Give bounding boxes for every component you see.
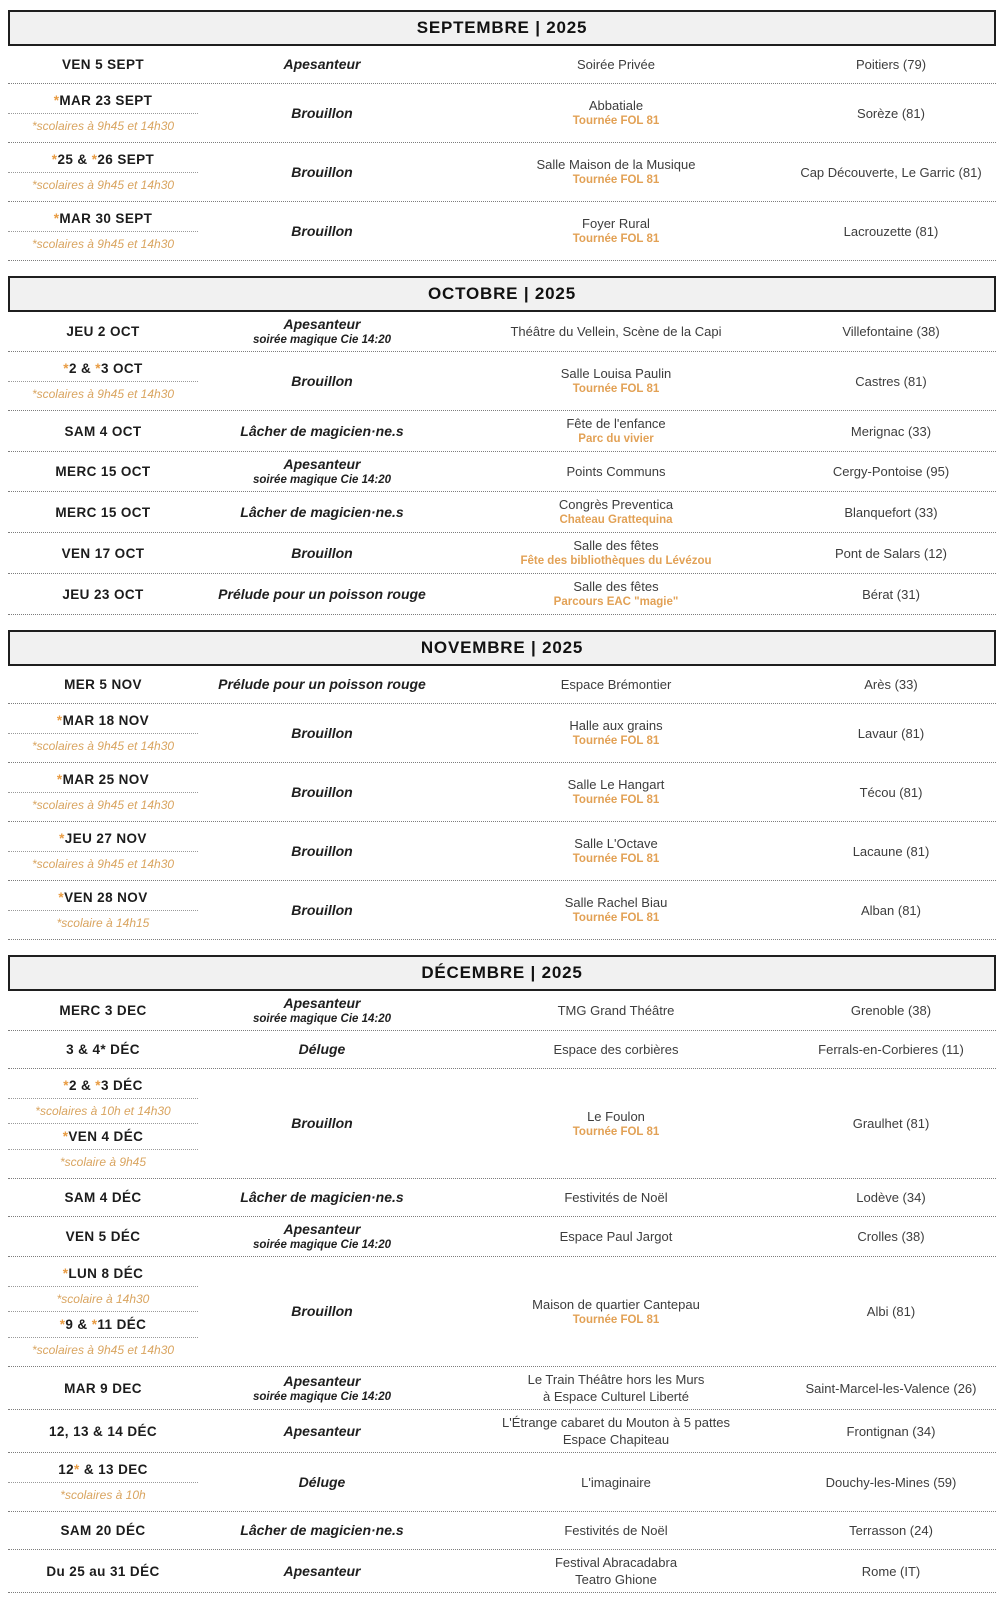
- date-schedule-note: *scolaire à 14h15: [8, 910, 198, 935]
- show-cell: [198, 504, 446, 521]
- date-cell: [8, 708, 198, 758]
- schedule-row: [8, 533, 996, 574]
- schedule-section: [8, 10, 996, 261]
- schedule-row: [8, 822, 996, 881]
- show-title: Apesanteur: [283, 1221, 361, 1237]
- schedule-row: [8, 492, 996, 533]
- venue-name: Halle aux grains: [569, 718, 663, 733]
- venue-name: Festivités de Noël: [564, 1190, 668, 1205]
- show-title: Apesanteur: [283, 1422, 361, 1439]
- venue-cell: [446, 1189, 786, 1206]
- venue-event-detail: Tournée FOL 81: [572, 383, 660, 395]
- asterisk-marker: *: [100, 1042, 107, 1057]
- show-cell: [198, 223, 446, 240]
- date-cell: [8, 459, 198, 484]
- date-cell: [8, 419, 198, 444]
- venue-event-detail: Tournée FOL 81: [572, 735, 660, 747]
- date-schedule-note: *scolaires à 9h45 et 14h30: [8, 733, 198, 758]
- date-label: *MAR 18 NOV: [56, 713, 150, 728]
- schedule-row: [8, 1179, 996, 1217]
- date-cell: [8, 998, 198, 1023]
- venue-name: Festivités de Noël: [564, 1523, 668, 1538]
- venue-name: Salle des fêtes: [573, 579, 659, 594]
- section-header-title: SEPTEMBRE | 2025: [416, 18, 588, 37]
- date-label: VEN 17 OCT: [61, 545, 145, 561]
- city-label: Pont de Salars (12): [834, 545, 947, 561]
- show-cell: [198, 1303, 446, 1320]
- date-label: VEN 5 SEPT: [61, 57, 145, 72]
- asterisk-marker: *: [59, 1317, 66, 1332]
- asterisk-marker: *: [91, 152, 98, 167]
- schedule-section: [8, 276, 996, 615]
- date-label: *9 & *11 DÉC: [8, 1311, 198, 1337]
- venue-name: Abbatiale: [588, 98, 644, 113]
- schedule-row: [8, 202, 996, 261]
- date-label: SAM 4 DÉC: [64, 1190, 142, 1205]
- date-cell: [8, 826, 198, 876]
- venue-cell: [446, 415, 786, 447]
- show-title: Brouillon: [291, 222, 353, 239]
- date-schedule-note: *scolaires à 9h45 et 14h30: [8, 851, 198, 876]
- date-label: 3 & 4* DÉC: [66, 1042, 140, 1057]
- date-cell: [8, 319, 198, 344]
- venue-name: Festival Abracadabra: [554, 1555, 678, 1570]
- show-cell: [198, 1474, 446, 1491]
- show-title: Apesanteur: [283, 456, 361, 472]
- date-label: MER 5 NOV: [64, 677, 142, 692]
- venue-cell: [446, 1414, 786, 1448]
- show-cell: [198, 676, 446, 693]
- date-label: *JEU 27 NOV: [59, 831, 147, 846]
- schedule-row: [8, 1550, 996, 1593]
- venue-cell: [446, 156, 786, 188]
- date-label: *VEN 4 DÉC: [8, 1123, 198, 1149]
- venue-cell: [446, 97, 786, 129]
- date-cell: [8, 1518, 198, 1543]
- venue-event-detail: Tournée FOL 81: [572, 115, 660, 127]
- asterisk-marker: *: [58, 890, 65, 905]
- venue-event-detail: Parcours EAC "magie": [553, 596, 679, 608]
- show-title: Apesanteur: [283, 316, 361, 332]
- section-rows: [8, 666, 996, 940]
- venue-name: Salle des fêtes: [573, 538, 659, 553]
- venue-name: Points Communs: [566, 464, 666, 479]
- schedule-row: [8, 1217, 996, 1257]
- venue-cell: [446, 1522, 786, 1539]
- date-schedule-note: *scolaires à 9h45 et 14h30: [8, 113, 198, 138]
- schedule-row: [8, 704, 996, 763]
- date-schedule-note: *scolaire à 9h45: [8, 1149, 198, 1174]
- section-header: [8, 955, 996, 991]
- section-header: [8, 10, 996, 46]
- schedule-row: [8, 352, 996, 411]
- venue-name: Teatro Ghione: [575, 1572, 657, 1587]
- city-label: Albi (81): [866, 1304, 916, 1319]
- date-label: *MAR 30 SEPT: [53, 211, 153, 226]
- asterisk-marker: *: [62, 1266, 69, 1281]
- show-cell: [198, 586, 446, 603]
- show-cell: [198, 995, 446, 1026]
- venue-name: Salle Rachel Biau: [564, 895, 668, 910]
- venue-event-detail: Parc du vivier: [578, 433, 654, 445]
- date-cell: [8, 582, 198, 607]
- schedule-row: [8, 666, 996, 704]
- schedule-row: [8, 84, 996, 143]
- venue-cell: [446, 463, 786, 480]
- show-title: Brouillon: [291, 724, 353, 741]
- venue-name: Espace Chapiteau: [562, 1432, 670, 1447]
- date-cell: [8, 1376, 198, 1401]
- city-label: Lacaune (81): [852, 843, 930, 859]
- venue-name: Congrès Preventica: [558, 497, 674, 512]
- venue-event-detail: Tournée FOL 81: [572, 233, 660, 245]
- schedule-row: [8, 574, 996, 615]
- venue-cell: [446, 215, 786, 247]
- show-title: Brouillon: [291, 1303, 353, 1319]
- city-label: Bérat (31): [862, 586, 920, 602]
- venue-cell: [446, 776, 786, 808]
- show-cell: [198, 1221, 446, 1252]
- city-label: Merignac (33): [850, 423, 932, 439]
- city-label: Castres (81): [855, 373, 927, 389]
- show-cell: [198, 545, 446, 562]
- city-label: Lodève (34): [856, 1190, 926, 1205]
- show-cell: [198, 1373, 446, 1404]
- date-label: MERC 15 OCT: [55, 504, 151, 520]
- venue-event-detail: Tournée FOL 81: [572, 794, 660, 806]
- show-cell: [198, 784, 446, 801]
- date-label: MERC 15 OCT: [55, 464, 151, 479]
- show-title: Lâcher de magicien·ne.s: [240, 422, 404, 439]
- asterisk-marker: *: [63, 361, 69, 376]
- schedule-row: [8, 312, 996, 352]
- section-header-title: DÉCEMBRE | 2025: [421, 963, 583, 982]
- show-cell: [198, 164, 446, 181]
- venue-name: L'imaginaire: [581, 1474, 651, 1490]
- show-title: Brouillon: [291, 104, 353, 121]
- schedule-page: [8, 10, 996, 1593]
- asterisk-marker: *: [51, 152, 58, 167]
- city-label: Blanquefort (33): [844, 504, 938, 520]
- venue-name: Soirée Privée: [576, 57, 656, 72]
- venue-name: Salle L'Octave: [574, 836, 658, 851]
- venue-name: à Espace Culturel Liberté: [543, 1389, 689, 1404]
- show-cell: [198, 1522, 446, 1539]
- schedule-row: [8, 46, 996, 84]
- show-title: Déluge: [298, 1041, 346, 1057]
- venue-event-detail: Fête des bibliothèques du Lévézou: [520, 555, 712, 567]
- city-label: Lacrouzette (81): [843, 223, 939, 239]
- city-label: Graulhet (81): [852, 1116, 930, 1131]
- show-title: Prélude pour un poisson rouge: [218, 585, 426, 602]
- date-cell: [8, 1224, 198, 1249]
- date-schedule-note: *scolaires à 10h: [8, 1482, 198, 1507]
- venue-name: Le Train Théâtre hors les Murs: [527, 1372, 705, 1387]
- show-title: Brouillon: [291, 783, 353, 800]
- show-title: Brouillon: [291, 1115, 353, 1131]
- city-label: Terrasson (24): [849, 1523, 933, 1538]
- show-title: Déluge: [298, 1473, 346, 1490]
- show-title: Brouillon: [291, 544, 353, 561]
- venue-event-detail: Tournée FOL 81: [572, 1125, 660, 1138]
- show-subtitle: soirée magique Cie 14:20: [252, 1013, 392, 1025]
- date-schedule-note: *scolaires à 9h45 et 14h30: [8, 381, 198, 406]
- venue-cell: [446, 835, 786, 867]
- city-label: Poitiers (79): [855, 57, 927, 72]
- show-subtitle: soirée magique Cie 14:20: [252, 1239, 392, 1251]
- show-cell: [198, 843, 446, 860]
- asterisk-marker: *: [59, 831, 65, 846]
- section-rows: [8, 991, 996, 1593]
- asterisk-marker: *: [62, 1129, 69, 1144]
- date-schedule-note: *scolaire à 14h30: [8, 1286, 198, 1311]
- show-cell: [198, 373, 446, 390]
- date-cell: [8, 767, 198, 817]
- date-label: SAM 4 OCT: [64, 423, 142, 439]
- schedule-section: [8, 955, 996, 1593]
- schedule-row: [8, 1257, 996, 1367]
- city-label: Crolles (38): [857, 1229, 925, 1244]
- date-cell: [8, 147, 198, 197]
- date-label: 12* & 13 DEC: [58, 1462, 148, 1477]
- date-cell: [8, 1419, 198, 1444]
- asterisk-marker: *: [74, 1462, 80, 1477]
- date-label: *LUN 8 DÉC: [62, 1266, 144, 1281]
- date-cell: [8, 500, 198, 525]
- date-label: MAR 9 DEC: [64, 1380, 142, 1396]
- date-label: SAM 20 DÉC: [60, 1523, 146, 1538]
- date-schedule-note: *scolaires à 9h45 et 14h30: [8, 792, 198, 817]
- section-header-title: OCTOBRE | 2025: [428, 284, 576, 303]
- show-cell: [198, 1563, 446, 1580]
- schedule-row: [8, 991, 996, 1031]
- city-label: Ferrals-en-Corbieres (11): [818, 1042, 964, 1057]
- show-title: Apesanteur: [283, 56, 361, 72]
- venue-name: Foyer Rural: [582, 216, 650, 231]
- date-schedule-note: *scolaires à 9h45 et 14h30: [8, 231, 198, 256]
- city-label: Cap Découverte, Le Garric (81): [800, 164, 982, 180]
- venue-cell: [446, 1002, 786, 1019]
- venue-event-detail: Tournée FOL 81: [572, 1313, 660, 1326]
- city-label: Villefontaine (38): [842, 324, 940, 339]
- date-label: 12, 13 & 14 DÉC: [48, 1423, 158, 1439]
- venue-name: Espace Paul Jargot: [559, 1229, 673, 1244]
- date-cell: [8, 1261, 198, 1362]
- date-label: *25 & *26 SEPT: [51, 152, 155, 167]
- section-header: [8, 630, 996, 666]
- date-label: JEU 23 OCT: [62, 586, 144, 602]
- show-title: Apesanteur: [283, 1372, 361, 1389]
- asterisk-marker: *: [95, 1078, 101, 1093]
- venue-event-detail: Tournée FOL 81: [572, 912, 660, 924]
- schedule-row: [8, 763, 996, 822]
- date-label: *VEN 28 NOV: [58, 890, 148, 905]
- asterisk-marker: *: [56, 772, 63, 787]
- show-title: Brouillon: [291, 372, 353, 389]
- date-cell: [8, 541, 198, 566]
- city-label: Grenoble (38): [850, 1003, 932, 1018]
- show-subtitle: soirée magique Cie 14:20: [252, 474, 392, 486]
- date-cell: [8, 52, 198, 77]
- venue-name: Espace Brémontier: [560, 677, 672, 692]
- venue-cell: [446, 717, 786, 749]
- schedule-row: [8, 1512, 996, 1550]
- show-cell: [198, 902, 446, 919]
- show-cell: [198, 105, 446, 122]
- venue-cell: [446, 894, 786, 926]
- schedule-row: [8, 1069, 996, 1179]
- show-subtitle: soirée magique Cie 14:20: [252, 334, 392, 346]
- venue-name: Salle Louisa Paulin: [560, 366, 672, 381]
- date-cell: [8, 1185, 198, 1210]
- show-cell: [198, 456, 446, 487]
- date-label: MERC 3 DEC: [59, 1003, 147, 1018]
- venue-cell: [446, 1296, 786, 1328]
- venue-cell: [446, 496, 786, 528]
- date-cell: [8, 356, 198, 406]
- asterisk-marker: *: [53, 211, 60, 226]
- date-schedule-note: *scolaires à 9h45 et 14h30: [8, 172, 198, 197]
- show-title: Apesanteur: [283, 995, 361, 1011]
- venue-name: Théâtre du Vellein, Scène de la Capi: [510, 324, 722, 339]
- schedule-row: [8, 411, 996, 452]
- city-label: Sorèze (81): [857, 105, 925, 121]
- venue-name: TMG Grand Théâtre: [557, 1003, 675, 1018]
- show-title: Lâcher de magicien·ne.s: [240, 503, 404, 520]
- show-title: Apesanteur: [283, 1562, 361, 1579]
- venue-cell: [446, 578, 786, 610]
- venue-event-detail: Tournée FOL 81: [572, 853, 660, 865]
- venue-cell: [446, 1228, 786, 1245]
- venue-name: Salle Maison de la Musique: [536, 157, 696, 172]
- venue-event-detail: Tournée FOL 81: [572, 174, 660, 186]
- city-label: Saint-Marcel-les-Valence (26): [805, 1380, 977, 1396]
- city-label: Técou (81): [859, 784, 923, 800]
- venue-cell: [446, 1554, 786, 1588]
- show-title: Prélude pour un poisson rouge: [218, 676, 426, 692]
- venue-cell: [446, 323, 786, 340]
- show-title: Lâcher de magicien·ne.s: [240, 1522, 404, 1538]
- venue-event-detail: Chateau Grattequina: [559, 514, 673, 526]
- date-cell: [8, 885, 198, 935]
- show-cell: [198, 423, 446, 440]
- asterisk-marker: *: [91, 1317, 98, 1332]
- date-label: Du 25 au 31 DÉC: [46, 1563, 160, 1579]
- asterisk-marker: *: [53, 93, 60, 108]
- city-label: Rome (IT): [861, 1563, 921, 1579]
- show-title: Lâcher de magicien·ne.s: [240, 1189, 404, 1205]
- venue-name: Fête de l'enfance: [566, 416, 666, 431]
- city-label: Frontignan (34): [846, 1423, 936, 1439]
- venue-name: Salle Le Hangart: [567, 777, 665, 792]
- date-schedule-note: *scolaires à 10h et 14h30: [8, 1098, 198, 1123]
- schedule-row: [8, 1031, 996, 1069]
- date-cell: [8, 1457, 198, 1507]
- asterisk-marker: *: [95, 361, 101, 376]
- date-cell: [8, 1073, 198, 1174]
- city-label: Douchy-les-Mines (59): [825, 1474, 957, 1490]
- venue-name: Espace des corbières: [553, 1042, 679, 1057]
- section-header-title: NOVEMBRE | 2025: [420, 638, 584, 657]
- section-header: [8, 276, 996, 312]
- schedule-row: [8, 143, 996, 202]
- city-label: Alban (81): [861, 902, 921, 918]
- date-cell: [8, 672, 198, 697]
- schedule-row: [8, 452, 996, 492]
- venue-name: Maison de quartier Cantepau: [532, 1296, 700, 1312]
- show-cell: [198, 1189, 446, 1206]
- schedule-row: [8, 881, 996, 940]
- date-cell: [8, 1559, 198, 1584]
- show-cell: [198, 1423, 446, 1440]
- date-label: *2 & *3 OCT: [63, 361, 143, 376]
- venue-cell: [446, 537, 786, 569]
- venue-name: L'Étrange cabaret du Mouton à 5 pattes: [502, 1415, 730, 1430]
- show-cell: [198, 1115, 446, 1132]
- schedule-row: [8, 1410, 996, 1453]
- date-schedule-note: *scolaires à 9h45 et 14h30: [8, 1337, 198, 1362]
- show-cell: [198, 1041, 446, 1058]
- venue-cell: [446, 676, 786, 693]
- section-rows: [8, 312, 996, 615]
- schedule-row: [8, 1367, 996, 1410]
- asterisk-marker: *: [63, 1078, 69, 1093]
- venue-cell: [446, 1474, 786, 1491]
- city-label: Lavaur (81): [857, 725, 925, 741]
- asterisk-marker: *: [56, 713, 63, 728]
- venue-cell: [446, 1108, 786, 1140]
- date-label: *2 & *3 DÉC: [63, 1078, 143, 1093]
- venue-cell: [446, 365, 786, 397]
- date-label: VEN 5 DÉC: [65, 1229, 141, 1244]
- city-label: Arès (33): [864, 677, 918, 692]
- venue-name: Le Foulon: [587, 1108, 645, 1124]
- date-cell: [8, 1037, 198, 1062]
- date-label: JEU 2 OCT: [66, 324, 140, 339]
- city-label: Cergy-Pontoise (95): [832, 464, 950, 479]
- schedule-row: [8, 1453, 996, 1512]
- date-cell: [8, 206, 198, 256]
- show-cell: [198, 56, 446, 73]
- date-label: *MAR 25 NOV: [56, 772, 150, 787]
- show-subtitle: soirée magique Cie 14:20: [252, 1390, 392, 1403]
- show-cell: [198, 725, 446, 742]
- venue-cell: [446, 1041, 786, 1058]
- date-cell: [8, 88, 198, 138]
- date-label: *MAR 23 SEPT: [53, 93, 153, 108]
- show-cell: [198, 316, 446, 347]
- venue-cell: [446, 56, 786, 73]
- venue-cell: [446, 1371, 786, 1405]
- schedule-section: [8, 630, 996, 940]
- section-rows: [8, 46, 996, 261]
- show-title: Brouillon: [291, 901, 353, 918]
- show-title: Brouillon: [291, 163, 353, 180]
- show-title: Brouillon: [291, 842, 353, 859]
